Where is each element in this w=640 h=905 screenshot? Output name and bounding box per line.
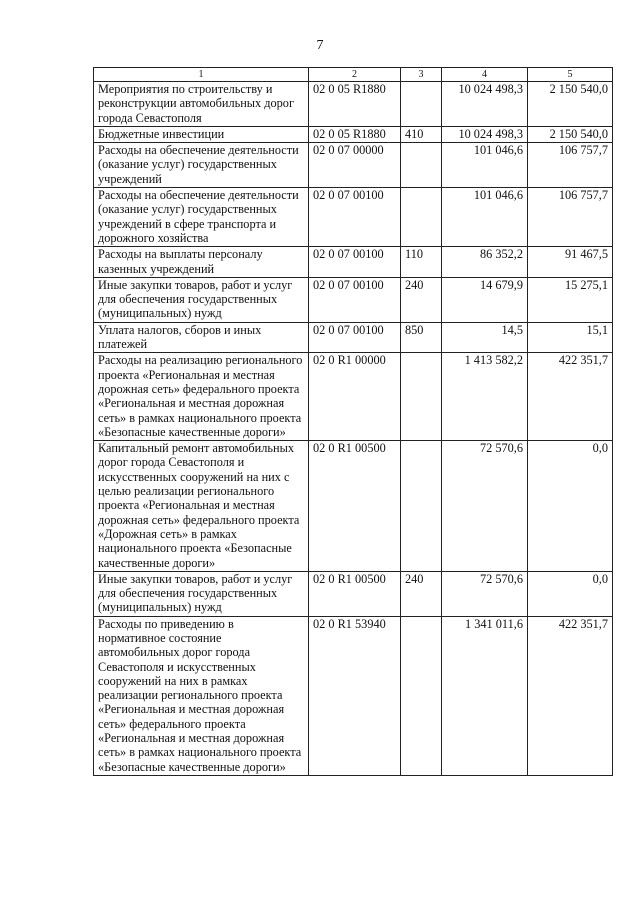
row-value-1: 101 046,6 [442,188,528,247]
row-value-2: 15,1 [528,322,613,353]
row-kind [401,353,442,441]
row-value-2: 422 351,7 [528,353,613,441]
row-code: 02 0 R1 53940 [309,616,401,775]
row-name: Мероприятия по строительству и реконструкции автомобильных дорог города Севастополя [94,82,309,127]
row-value-1: 86 352,2 [442,247,528,278]
row-kind: 240 [401,277,442,322]
row-name: Расходы на выплаты персоналу казенных учреждений [94,247,309,278]
row-name: Иные закупки товаров, работ и услуг для обеспечения государственных (муниципальных) нужд [94,571,309,616]
header-row [94,68,613,82]
table-row [94,571,613,616]
row-code: 02 0 07 00100 [309,277,401,322]
row-value-2: 422 351,7 [528,616,613,775]
row-name: Уплата налогов, сборов и иных платежей [94,322,309,353]
row-code: 02 0 05 R1880 [309,126,401,142]
row-value-1: 14,5 [442,322,528,353]
row-kind [401,616,442,775]
page-number: 7 [316,38,324,53]
row-code: 02 0 07 00100 [309,188,401,247]
row-value-2: 15 275,1 [528,277,613,322]
table-body [94,82,613,776]
row-value-1: 72 570,6 [442,441,528,572]
row-name: Иные закупки товаров, работ и услуг для обеспечения государственных (муниципальных) нужд [94,277,309,322]
row-kind [401,143,442,188]
row-code: 02 0 07 00100 [309,322,401,353]
row-code: 02 0 05 R1880 [309,82,401,127]
row-name: Капитальный ремонт автомобильных дорог города Севастополя и искусственных сооружений на них с целью реализации регионального проекта «Региональная и местная дорожная сеть» федерального проекта «Дорожная сеть» в рамках национального проекта «Безопасные качественные дороги» [94,441,309,572]
row-value-1: 14 679,9 [442,277,528,322]
row-value-2: 2 150 540,0 [528,82,613,127]
header-col-2: 2 [309,68,401,82]
row-kind: 850 [401,322,442,353]
row-kind: 110 [401,247,442,278]
row-code: 02 0 07 00100 [309,247,401,278]
row-value-2: 0,0 [528,571,613,616]
header-col-5: 5 [528,68,613,82]
header-col-3: 3 [401,68,442,82]
row-value-1: 1 413 582,2 [442,353,528,441]
row-name: Расходы по приведению в нормативное состояние автомобильных дорог города Севастополя и искусственных сооружений на них в рамках реализации регионального проекта «Региональная и местная дорожная сеть» федерального проекта «Региональная и местная дорожная сеть» в рамках национального проекта «Безопасные качественные дороги» [94,616,309,775]
row-kind: 240 [401,571,442,616]
header-col-1: 1 [94,68,309,82]
budget-table [93,67,613,776]
row-name: Расходы на обеспечение деятельности (оказание услуг) государственных учреждений в сфере транспорта и дорожного хозяйства [94,188,309,247]
row-kind [401,82,442,127]
row-kind [401,441,442,572]
row-value-2: 91 467,5 [528,247,613,278]
row-value-2: 0,0 [528,441,613,572]
table-row [94,247,613,278]
table-row [94,126,613,142]
row-value-1: 101 046,6 [442,143,528,188]
row-code: 02 0 R1 00000 [309,353,401,441]
table-header [94,68,613,82]
row-value-1: 1 341 011,6 [442,616,528,775]
row-value-1: 10 024 498,3 [442,82,528,127]
table-row [94,143,613,188]
row-kind: 410 [401,126,442,142]
table-row [94,322,613,353]
row-value-2: 106 757,7 [528,188,613,247]
row-name: Расходы на реализацию регионального проекта «Региональная и местная дорожная сеть» федерального проекта «Региональная и местная дорожная сеть» в рамках национального проекта «Безопасные качественные дороги» [94,353,309,441]
header-col-4: 4 [442,68,528,82]
table-row [94,82,613,127]
row-name: Бюджетные инвестиции [94,126,309,142]
row-value-1: 72 570,6 [442,571,528,616]
table-row [94,188,613,247]
table-row [94,441,613,572]
row-code: 02 0 R1 00500 [309,571,401,616]
row-code: 02 0 R1 00500 [309,441,401,572]
row-value-1: 10 024 498,3 [442,126,528,142]
table-row [94,616,613,775]
row-value-2: 2 150 540,0 [528,126,613,142]
row-value-2: 106 757,7 [528,143,613,188]
row-kind [401,188,442,247]
table-row [94,277,613,322]
row-code: 02 0 07 00000 [309,143,401,188]
table-row [94,353,613,441]
row-name: Расходы на обеспечение деятельности (оказание услуг) государственных учреждений [94,143,309,188]
